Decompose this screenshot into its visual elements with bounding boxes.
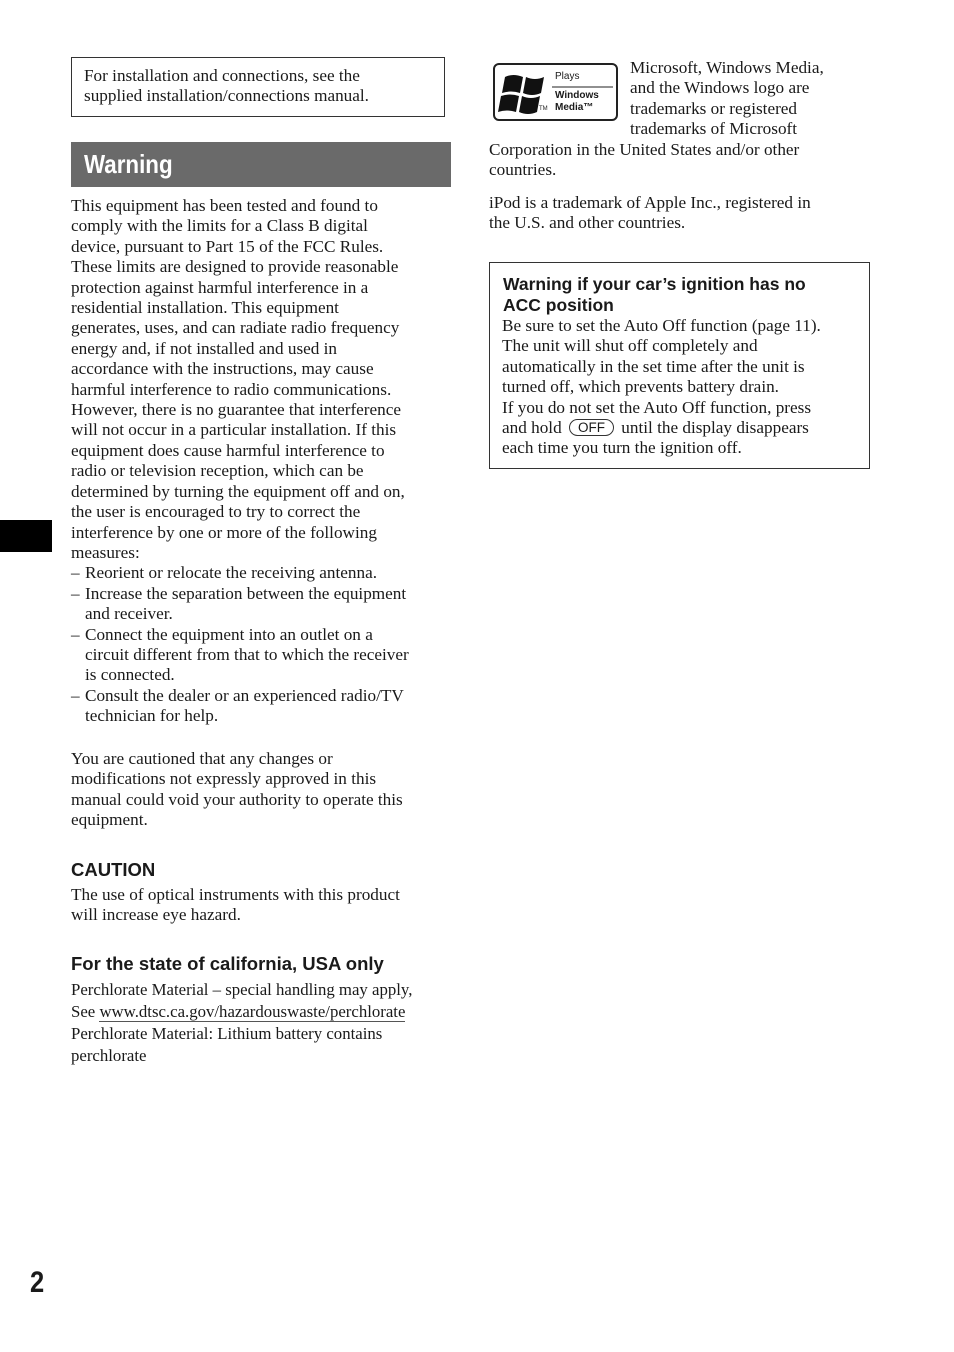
california-heading: For the state of california, USA only	[71, 953, 384, 974]
installation-note-line: supplied installation/connections manual.	[84, 86, 369, 106]
ignition-text-fragment: until the display disappears	[621, 418, 809, 438]
measure-line: – Consult the dealer or an experienced radio/TV	[85, 685, 404, 705]
ignition-line: The unit will shut off completely and	[502, 336, 758, 356]
california-text	[71, 979, 455, 1067]
trademark-line: countries.	[489, 160, 557, 180]
measure-line: circuit different from that to which the receiver	[85, 644, 409, 664]
trademark-line: and the Windows logo are	[630, 78, 810, 98]
logo-media-text: Media™	[555, 102, 594, 113]
trademark-line: trademarks or registered	[630, 98, 798, 118]
measure-line: – Connect the equipment into an outlet on a	[85, 624, 373, 644]
modification-caution	[71, 749, 455, 831]
trademark-line: iPod is a trademark of Apple Inc., registered in	[489, 193, 811, 212]
warning-banner	[71, 142, 451, 187]
caution-text	[71, 885, 455, 926]
logo-plays-text: Plays	[555, 71, 580, 82]
measure-line: is connected.	[85, 665, 175, 685]
microsoft-trademark	[489, 58, 854, 180]
california-see-line	[71, 1001, 455, 1023]
ipod-trademark	[489, 193, 854, 234]
california-line: perchlorate	[71, 1046, 147, 1065]
california-line: Perchlorate Material: Lithium battery contains	[71, 1024, 383, 1043]
fcc-line: residential installation. This equipment	[71, 298, 339, 318]
fcc-line: protection against harmful interference in a	[71, 277, 369, 297]
ignition-text-fragment: and hold	[502, 418, 562, 438]
section-tab-marker	[0, 520, 52, 552]
measure-line: and receiver.	[85, 604, 173, 624]
fcc-line: device, pursuant to Part 15 of the FCC Rules.	[71, 236, 384, 256]
caution-line: will increase eye hazard.	[71, 905, 241, 925]
ignition-heading-line: ACC position	[503, 295, 614, 315]
ignition-warning-box	[489, 262, 870, 469]
ignition-line: If you do not set the Auto Off function, press	[502, 397, 812, 417]
ignition-line: automatically in the set time after the unit is	[502, 356, 805, 376]
logo-windows-text: Windows	[555, 90, 599, 101]
warning-title: Warning	[84, 149, 173, 179]
ignition-line: turned off, which prevents battery drain.	[502, 377, 779, 397]
measure-item	[71, 584, 455, 625]
page-number: 2	[30, 1266, 45, 1299]
logo-tm-text: TM	[539, 106, 548, 112]
fcc-line: radio or television reception, which can be	[71, 461, 364, 481]
trademark-line: trademarks of Microsoft	[630, 119, 798, 139]
measure-item	[71, 625, 455, 686]
fcc-line: This equipment has been tested and found to	[71, 196, 378, 215]
modification-caution-line: equipment.	[71, 810, 148, 830]
measure-line: technician for help.	[85, 706, 219, 726]
ignition-warning-heading	[503, 274, 858, 316]
ignition-line	[502, 418, 867, 438]
measure-item	[71, 563, 455, 583]
fcc-line: comply with the limits for a Class B digital	[71, 216, 368, 236]
fcc-statement	[71, 196, 455, 727]
ignition-line: each time you turn the ignition off.	[502, 438, 742, 458]
fcc-line: generates, uses, and can radiate radio frequency	[71, 318, 400, 338]
installation-note-box	[71, 57, 445, 117]
measure-line: – Reorient or relocate the receiving antenna.	[85, 563, 378, 583]
trademark-line: the U.S. and other countries.	[489, 213, 686, 233]
fcc-line: measures:	[71, 542, 140, 562]
modification-caution-line: modifications not expressly approved in this	[71, 769, 377, 789]
caution-line: The use of optical instruments with this product	[71, 885, 400, 904]
ignition-line: Be sure to set the Auto Off function (page 11).	[502, 316, 821, 335]
off-key-label: OFF	[569, 419, 614, 436]
fcc-line: These limits are designed to provide reasonable	[71, 257, 399, 277]
ignition-warning-text	[502, 316, 867, 459]
fcc-line: harmful interference to radio communications.	[71, 379, 392, 399]
installation-note-line: For installation and connections, see the	[84, 66, 360, 85]
fcc-line: energy and, if not installed and used in	[71, 338, 338, 358]
fcc-line: equipment does cause harmful interference to	[71, 440, 385, 460]
fcc-line: However, there is no guarantee that interference	[71, 400, 402, 420]
fcc-line: will not occur in a particular installation. If this	[71, 420, 397, 440]
measures-list	[71, 563, 455, 726]
measure-item	[71, 686, 455, 727]
measure-line: – Increase the separation between the equipment	[85, 583, 407, 603]
fcc-line: interference by one or more of the following	[71, 522, 377, 542]
modification-caution-line: manual could void your authority to operate this	[71, 789, 403, 809]
trademark-line: Microsoft, Windows Media,	[630, 58, 824, 77]
see-label: See	[71, 1002, 96, 1021]
modification-caution-line: You are cautioned that any changes or	[71, 749, 333, 768]
caution-heading: CAUTION	[71, 859, 156, 880]
ignition-heading-line: Warning if your car’s ignition has no	[503, 274, 806, 294]
fcc-line: accordance with the instructions, may cause	[71, 359, 374, 379]
fcc-line: the user is encouraged to try to correct the	[71, 502, 361, 522]
california-line: Perchlorate Material – special handling may apply,	[71, 980, 413, 999]
fcc-line: determined by turning the equipment off and on,	[71, 481, 405, 501]
trademark-line: Corporation in the United States and/or other	[489, 139, 800, 159]
perchlorate-link[interactable]: www.dtsc.ca.gov/hazardouswaste/perchlorate	[99, 1002, 406, 1021]
